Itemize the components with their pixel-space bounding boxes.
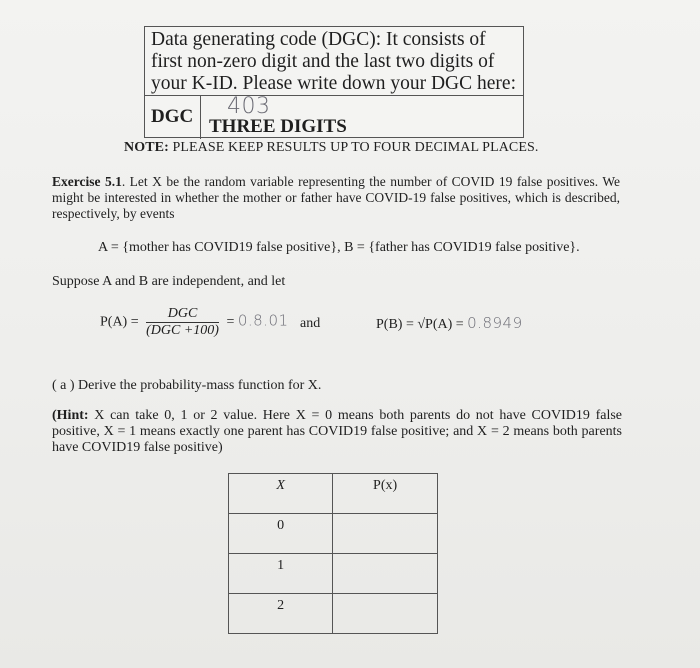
dgc-entry-row (145, 95, 523, 139)
header-x: X (229, 474, 333, 514)
cell-px-2[interactable] (333, 594, 438, 634)
cell-x-0: 0 (229, 514, 333, 554)
fraction-denominator: (DGC +100) (146, 323, 219, 338)
and-text: and (300, 316, 321, 331)
formula-p-b (376, 314, 523, 333)
hint-paragraph (52, 408, 622, 456)
formula-p-a (100, 306, 289, 339)
hint-text: X can take 0, 1 or 2 value. Here X = 0 means both parents do not have COVID19 false positive, X = 1 means exactly one parent has COVID19 false positive; and X = 2 means both parents have COVID19 false positive) (52, 408, 622, 455)
exercise-title: Exercise 5.1 (52, 174, 122, 189)
table-row (229, 594, 438, 634)
formula-b-lhs: P(B) = √P(A) = (376, 317, 464, 332)
formula-a-handwritten-value[interactable]: 0.8.01 (237, 311, 289, 330)
dgc-description: Data generating code (DGC): It consists of first non-zero digit and the last two digits of your K-ID. Please write down your DGC here: (151, 29, 516, 94)
cell-x-1: 1 (229, 554, 333, 594)
cell-px-1[interactable] (333, 554, 438, 594)
exercise-text: . Let X be the random variable representing the number of COVID 19 false positives. We might be interested in whether the mother or father have COVID-19 false positives, which is described, respectively, by events (52, 174, 621, 221)
table-row (229, 554, 438, 594)
formula-a-fraction (146, 306, 219, 339)
part-a-question: ( a ) Derive the probability-mass function for X. (52, 378, 322, 393)
dgc-box (144, 26, 524, 138)
table-row (229, 514, 438, 554)
cell-x-2: 2 (229, 594, 333, 634)
fraction-numerator: DGC (146, 306, 219, 323)
formula-a-lhs: P(A) = (100, 314, 139, 330)
dgc-handwritten-value[interactable]: 403 (227, 94, 271, 119)
dgc-label: DGC (145, 96, 201, 139)
exercise-paragraph (52, 174, 620, 222)
cell-px-0[interactable] (333, 514, 438, 554)
header-px: P(x) (333, 474, 438, 514)
formula-a-equals: = (226, 314, 235, 330)
note-text: PLEASE KEEP RESULTS UP TO FOUR DECIMAL PLACES. (168, 140, 539, 155)
pmf-table (228, 473, 438, 634)
formula-b-handwritten-value[interactable]: 0.8949 (467, 314, 523, 332)
note-prefix: NOTE: (124, 140, 169, 155)
note-line (124, 140, 539, 156)
table-header-row (229, 474, 438, 514)
events-definition: A = {mother has COVID19 false positive}, B = {father has COVID19 false positive}. (98, 240, 580, 255)
suppose-line: Suppose A and B are independent, and let (52, 274, 286, 289)
hint-prefix: (Hint: (52, 408, 89, 423)
dgc-sub-label: THREE DIGITS (209, 116, 347, 137)
